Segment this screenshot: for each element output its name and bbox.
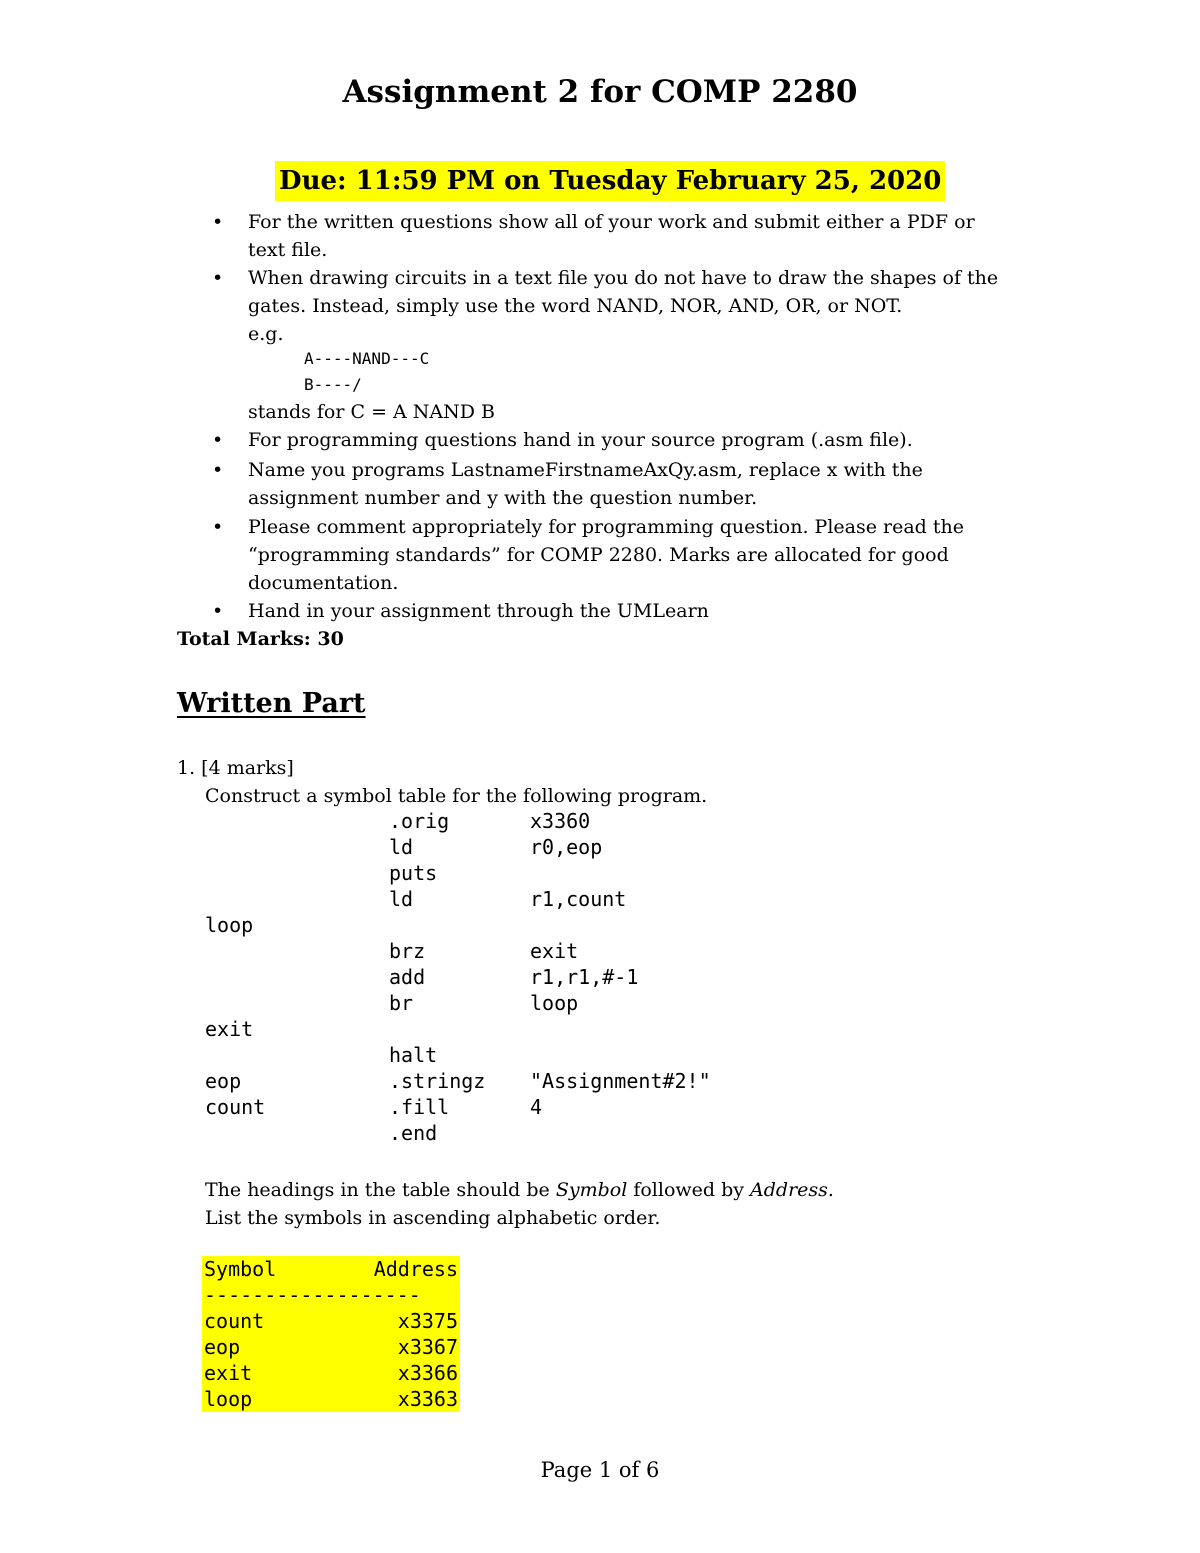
symbol-cell: loop (204, 1387, 253, 1411)
symbol-cell: exit (204, 1361, 253, 1385)
code-arg: "Assignment#2!" (530, 1069, 711, 1093)
symbol-table-row (202, 1360, 460, 1386)
bullet-icon: • (212, 600, 224, 622)
address-cell: x3367 (397, 1335, 458, 1359)
code-op: .end (389, 1121, 438, 1145)
note-text: . (827, 1179, 834, 1201)
question-1-prompt: Construct a symbol table for the following program. (205, 785, 708, 807)
code-label: loop (205, 913, 254, 937)
symbol-column-header: Symbol (204, 1257, 277, 1281)
code-arg: r1,r1,#-1 (530, 965, 639, 989)
code-label: count (205, 1095, 266, 1119)
note-address-emphasis: Address (750, 1179, 828, 1201)
code-arg: x3360 (530, 809, 591, 833)
note-text: followed by (627, 1179, 751, 1201)
instruction-2-example-label: e.g. (248, 323, 284, 345)
symbol-table-header-row (202, 1256, 460, 1282)
code-op: .orig (389, 809, 450, 833)
code-op: .fill (389, 1095, 450, 1119)
symbol-cell: eop (204, 1335, 241, 1359)
code-arg: exit (530, 939, 579, 963)
code-op: .stringz (389, 1069, 486, 1093)
code-arg: 4 (530, 1095, 543, 1119)
code-op: ld (389, 887, 414, 911)
symbol-table-rule (202, 1282, 460, 1308)
symbol-table-row (202, 1386, 460, 1412)
instruction-1-line-2: text file. (248, 239, 328, 261)
instruction-5-line-2: “programming standards” for COMP 2280. Marks are allocated for good (248, 544, 949, 566)
instruction-2-line-3: stands for C = A NAND B (248, 401, 495, 423)
instruction-4-line-1: Name you programs LastnameFirstnameAxQy.asm, replace x with the (248, 459, 923, 481)
due-date: Due: 11:59 PM on Tuesday February 25, 2020 (275, 161, 945, 201)
code-arg: r0,eop (530, 835, 603, 859)
question-1-note-line-1 (205, 1176, 834, 1204)
question-1-header: 1. [4 marks] (177, 757, 294, 779)
instruction-5-line-1: Please comment appropriately for programming question. Please read the (248, 516, 964, 538)
page-footer: Page 1 of 6 (540, 1458, 660, 1482)
instruction-1-line-1: For the written questions show all of your work and submit either a PDF or (248, 211, 975, 233)
address-cell: x3363 (397, 1387, 458, 1411)
instruction-6-line-1: Hand in your assignment through the UMLearn (248, 600, 709, 622)
bullet-icon: • (212, 516, 224, 538)
code-label: exit (205, 1017, 254, 1041)
circuit-example-line-1: A----NAND---C (304, 349, 430, 368)
code-arg: loop (530, 991, 579, 1015)
total-marks: Total Marks: 30 (177, 628, 344, 650)
instruction-2-line-2: gates. Instead, simply use the word NAND, NOR, AND, OR, or NOT. (248, 295, 903, 317)
bullet-icon: • (212, 267, 224, 289)
note-symbol-emphasis: Symbol (555, 1179, 628, 1201)
bullet-icon: • (212, 429, 224, 451)
question-1-note-line-2: List the symbols in ascending alphabetic order. (205, 1207, 661, 1229)
instruction-5-line-3: documentation. (248, 572, 399, 594)
symbol-table-row (202, 1334, 460, 1360)
note-text: The headings in the table should be (205, 1179, 556, 1201)
symbol-table-rows (202, 1308, 460, 1412)
symbol-cell: count (204, 1309, 265, 1333)
address-cell: x3375 (397, 1309, 458, 1333)
code-op: brz (389, 939, 426, 963)
code-op: add (389, 965, 426, 989)
table-rule-text: ------------------ (204, 1283, 421, 1307)
address-cell: x3366 (397, 1361, 458, 1385)
code-op: ld (389, 835, 414, 859)
section-heading-written-part: Written Part (177, 688, 366, 719)
bullet-icon: • (212, 459, 224, 481)
code-op: puts (389, 861, 438, 885)
instruction-2-line-1: When drawing circuits in a text file you do not have to draw the shapes of the (248, 267, 999, 289)
symbol-table-answer (202, 1256, 460, 1412)
code-op: br (389, 991, 414, 1015)
address-column-header: Address (373, 1257, 458, 1281)
bullet-icon: • (212, 211, 224, 233)
symbol-table-row (202, 1308, 460, 1334)
code-arg: r1,count (530, 887, 627, 911)
circuit-example-line-2: B----/ (304, 375, 362, 394)
page-title: Assignment 2 for COMP 2280 (342, 74, 858, 110)
instruction-3-line-1: For programming questions hand in your source program (.asm file). (248, 429, 913, 451)
code-op: halt (389, 1043, 438, 1067)
instruction-4-line-2: assignment number and y with the question number. (248, 487, 758, 509)
code-label: eop (205, 1069, 242, 1093)
